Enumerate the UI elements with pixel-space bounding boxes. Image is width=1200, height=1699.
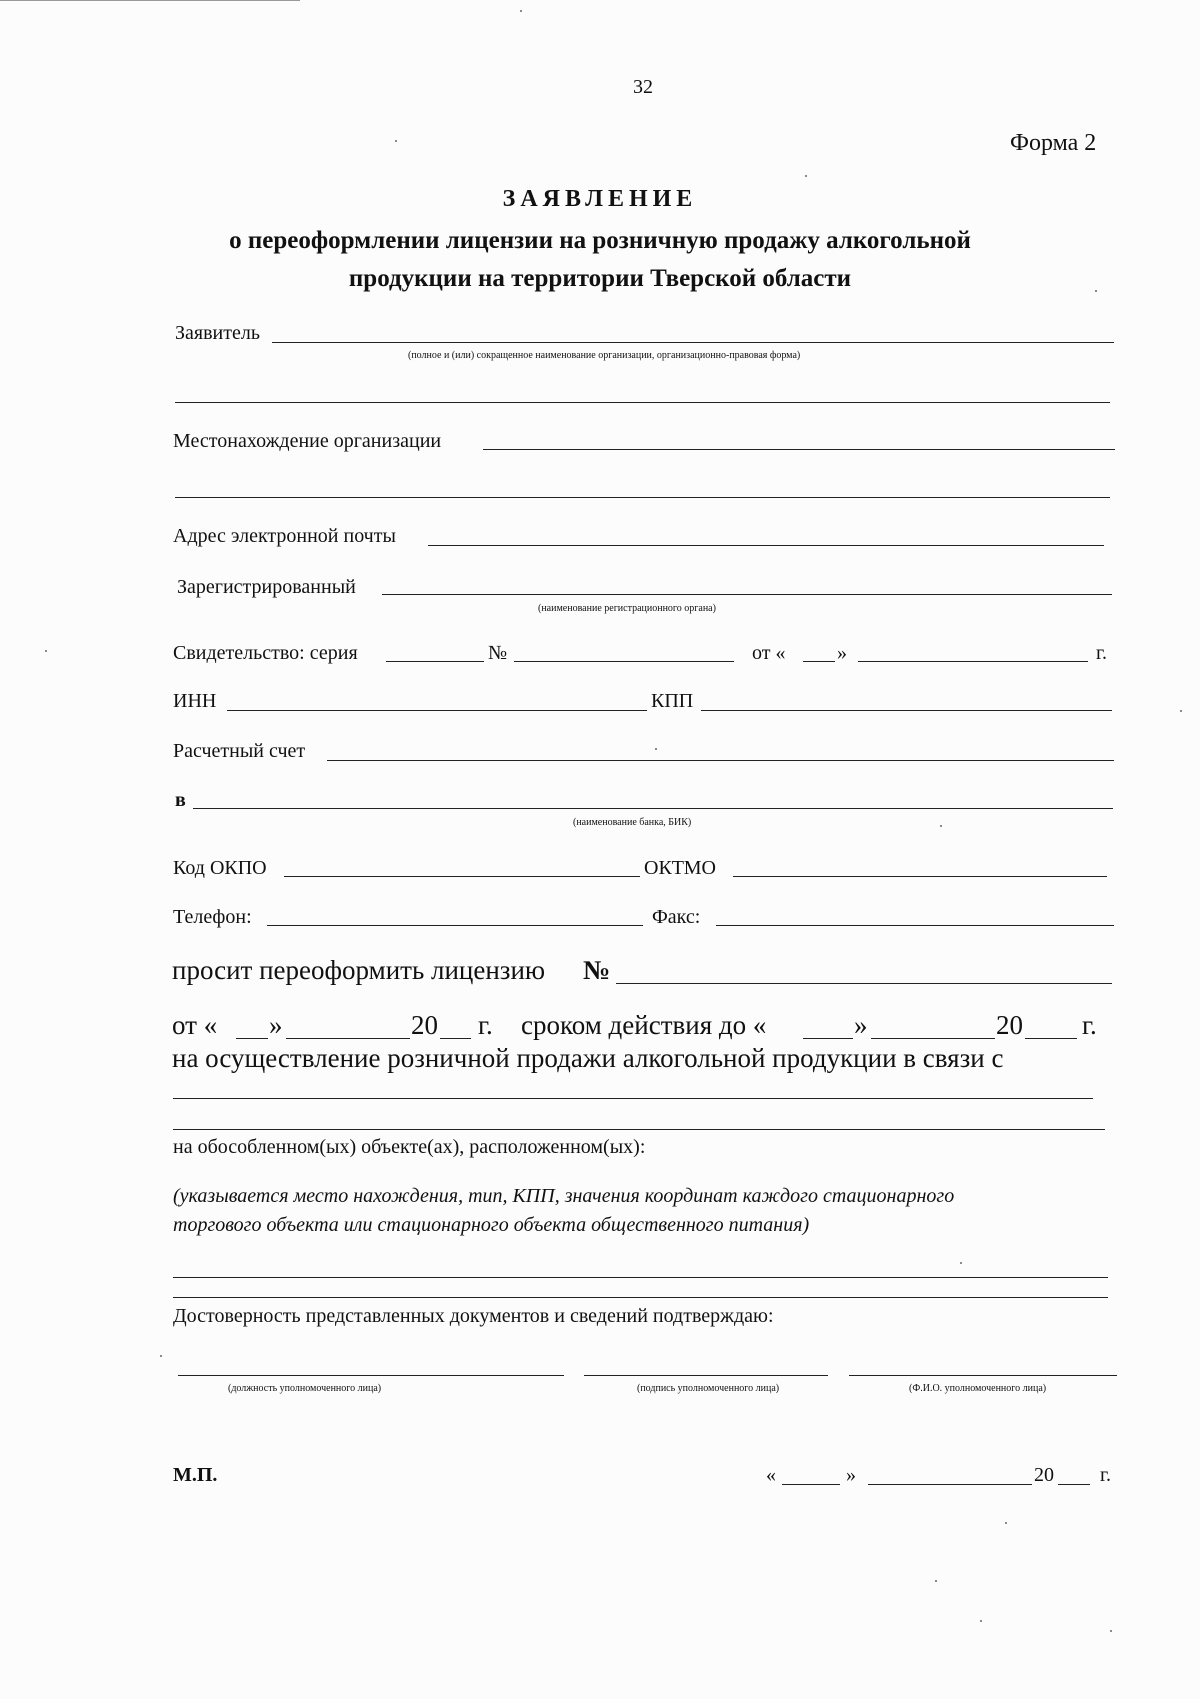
scan-speck (940, 825, 942, 827)
request-year-prefix-2: 20 (996, 1010, 1023, 1040)
validity-month-field[interactable] (871, 1038, 995, 1039)
date-day-field[interactable] (782, 1484, 840, 1485)
scan-speck (520, 10, 522, 12)
request-year-suffix-1: г. (478, 1010, 493, 1040)
kpp-field[interactable] (701, 710, 1112, 711)
account-field[interactable] (327, 760, 1114, 761)
license-number-field[interactable] (616, 983, 1112, 984)
date-year-field[interactable] (1058, 1484, 1090, 1485)
certificate-series-field[interactable] (386, 661, 484, 662)
bank-field[interactable] (193, 808, 1113, 809)
certificate-date-field[interactable] (858, 661, 1088, 662)
date-close-quote: » (846, 1464, 856, 1486)
license-from-month-field[interactable] (286, 1038, 410, 1039)
registered-field[interactable] (382, 594, 1112, 595)
validity-day-field[interactable] (803, 1038, 853, 1039)
scan-edge-line (0, 0, 300, 1)
fax-label: Факс: (652, 906, 701, 928)
bank-hint: (наименование банка, БИК) (573, 817, 692, 828)
scan-speck (935, 1580, 937, 1582)
email-field[interactable] (428, 545, 1104, 546)
certificate-label: Свидетельство: серия (173, 642, 358, 664)
applicant-hint: (полное и (или) сокращенное наименование организации, организационно-правовая форма) (408, 350, 801, 361)
request-number-sign: № (583, 955, 611, 985)
scan-speck (980, 1620, 982, 1622)
request-line3: на осуществление розничной продажи алкогольной продукции в связи с (172, 1043, 1004, 1073)
validity-year-field[interactable] (1025, 1038, 1077, 1039)
form-label: Форма 2 (1010, 130, 1097, 156)
location-label: Местонахождение организации (173, 430, 442, 452)
scan-speck (960, 1262, 962, 1264)
request-quote-close-1: » (269, 1010, 283, 1040)
phone-label: Телефон: (173, 906, 252, 928)
email-label: Адрес электронной почты (173, 525, 396, 547)
inn-label: ИНН (173, 690, 217, 712)
document-subtitle-line1: о переоформлении лицензии на розничную продажу алкогольной (229, 227, 971, 254)
objects-field-line2[interactable] (173, 1297, 1108, 1298)
registered-label: Зарегистрированный (177, 576, 356, 598)
certificate-quote-close: » (837, 642, 847, 664)
bank-in-label: в (175, 789, 186, 811)
fax-field[interactable] (716, 925, 1114, 926)
stamp-label: М.П. (173, 1464, 218, 1486)
certificate-day-field[interactable] (803, 661, 835, 662)
reason-field-line2[interactable] (173, 1129, 1105, 1130)
applicant-label: Заявитель (175, 322, 260, 344)
document-subtitle-line2: продукции на территории Тверской области (348, 265, 852, 292)
scan-speck (160, 1355, 162, 1357)
objects-label: на обособленном(ых) объекте(ах), расположенном(ых): (173, 1136, 646, 1158)
full-name-field[interactable] (849, 1375, 1117, 1376)
position-field[interactable] (178, 1375, 564, 1376)
phone-field[interactable] (267, 925, 643, 926)
location-field[interactable] (483, 449, 1115, 450)
date-month-field[interactable] (868, 1484, 1032, 1485)
license-from-day-field[interactable] (236, 1038, 268, 1039)
certificate-number-field[interactable] (514, 661, 734, 662)
objects-note-line2: торгового объекта или стационарного объекта общественного питания) (173, 1214, 810, 1236)
date-year-prefix: 20 (1034, 1464, 1054, 1486)
scan-speck (1095, 290, 1097, 292)
full-name-hint: (Ф.И.О. уполномоченного лица) (909, 1383, 1047, 1394)
objects-note-line1: (указывается место нахождения, тип, КПП, значения координат каждого стационарного (173, 1185, 955, 1207)
position-hint: (должность уполномоченного лица) (228, 1383, 382, 1394)
date-year-suffix: г. (1100, 1464, 1111, 1486)
scan-speck (45, 650, 47, 652)
scan-speck (655, 748, 657, 750)
request-from-open: от « (172, 1010, 218, 1040)
request-quote-close-2: » (854, 1010, 868, 1040)
oktmo-label: ОКТМО (644, 857, 716, 879)
location-field-line2[interactable] (175, 497, 1110, 498)
scan-speck (1180, 710, 1182, 712)
certificate-year-suffix: г. (1096, 642, 1107, 664)
okpo-label: Код ОКПО (173, 857, 267, 879)
registered-hint: (наименование регистрационного органа) (538, 603, 716, 614)
signature-hint: (подпись уполномоченного лица) (637, 1383, 780, 1394)
reason-field[interactable] (173, 1098, 1093, 1099)
validity-label: сроком действия до « (521, 1010, 767, 1040)
kpp-label: КПП (651, 690, 694, 712)
request-year-prefix-1: 20 (411, 1010, 438, 1040)
account-label: Расчетный счет (173, 740, 306, 762)
okpo-field[interactable] (284, 876, 640, 877)
objects-field[interactable] (173, 1277, 1108, 1278)
scan-speck (805, 175, 807, 177)
applicant-field-line2[interactable] (175, 402, 1110, 403)
license-from-year-field[interactable] (440, 1038, 471, 1039)
scan-speck (1005, 1522, 1007, 1524)
applicant-field[interactable] (272, 342, 1114, 343)
certificate-number-sign: № (488, 642, 508, 664)
document-title: ЗАЯВЛЕНИЕ (502, 186, 698, 212)
request-year-suffix-2: г. (1082, 1010, 1097, 1040)
scan-speck (395, 140, 397, 142)
page-number: 32 (633, 76, 653, 98)
scan-speck (1110, 1630, 1112, 1632)
oktmo-field[interactable] (733, 876, 1107, 877)
date-open-quote: « (766, 1464, 776, 1486)
certificate-from-label: от « (752, 642, 786, 664)
confirm-label: Достоверность представленных документов и сведений подтверждаю: (173, 1305, 774, 1327)
signature-field[interactable] (584, 1375, 828, 1376)
request-line1: просит переоформить лицензию (172, 955, 546, 985)
inn-field[interactable] (227, 710, 647, 711)
